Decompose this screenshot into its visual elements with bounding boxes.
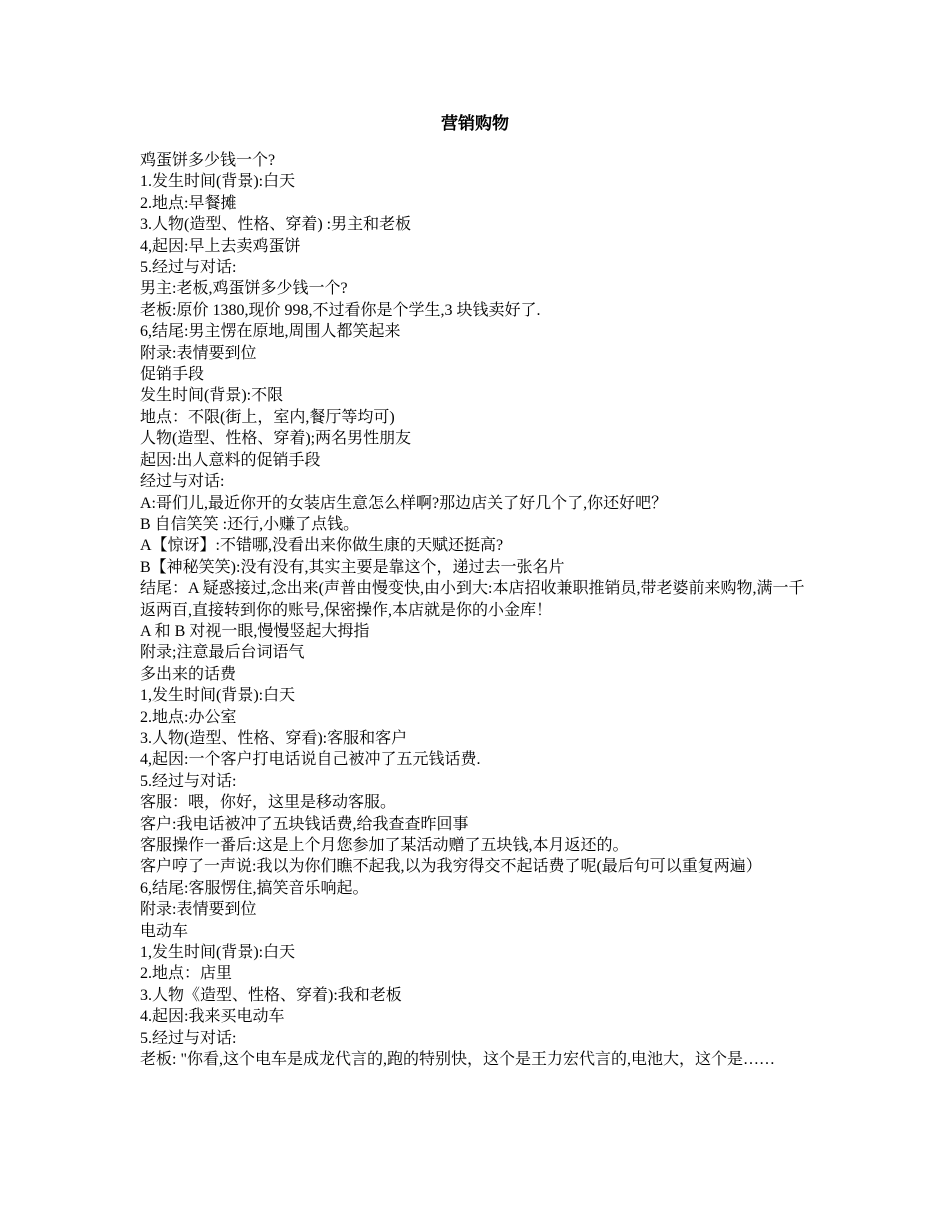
document-body [140,150,812,1070]
text-line: 多出来的话费 [140,665,237,683]
page-title: 营销购物 [441,114,509,134]
text-line: 客服：喂，你好，这里是移动客服。 [140,794,397,812]
text-line: A 和 B 对视一眼,慢慢竖起大拇指 [140,622,370,640]
text-line: 客户哼了一声说:我以为你们瞧不起我,以为我穷得交不起话费了呢(最后句可以重复两遍） [140,858,762,876]
text-line: 人物(造型、性格、穿着);两名男性朋友 [140,430,412,448]
text-line: 1,发生时间(背景):白天 [140,687,296,705]
text-line: 3.人物(造型、性格、穿着) :男主和老板 [140,216,412,234]
text-line: 鸡蛋饼多少钱一个? [140,152,276,169]
text-line: 起因:出人意料的促销手段 [140,451,321,469]
text-line: 结尾：A 疑惑接过,念出来(声普由慢变快,由小到大:本店招收兼职推销员,带老婆前来购物,满一千返两百,直接转到你的账号,保密操作,本店就是你的小金库！ [140,580,805,619]
text-line: A:哥们儿,最近你开的女装店生意怎么样啊?那边店关了好几个了,你还好吧？ [140,494,668,512]
text-line: 2.地点：店里 [140,965,233,983]
text-line: 促销手段 [140,366,205,384]
text-line: 地点：不限(街上，室内,餐厅等均可) [140,408,395,426]
text-line: 附录:表情要到位 [140,344,257,362]
text-line: B 自信笑笑 :还行,小赚了点钱。 [140,515,360,533]
text-line: 电动车 [140,922,189,940]
text-line: 1.发生时间(背景):白天 [140,173,296,191]
text-line: 3.人物《造型、性格、穿着):我和老板 [140,986,402,1004]
text-line: 发生时间(背景):不限 [140,387,284,405]
text-line: 客服操作一番后:这是上个月您参加了某活动赠了五块钱,本月返还的。 [140,837,629,854]
text-line: 老板:原价 1380,现价 998,不过看你是个学生,3 块钱卖好了. [140,301,541,319]
text-line: 2.地点:办公室 [140,708,237,726]
text-line: 5.经过与对话: [140,1029,237,1047]
text-line: 6,结尾:客服愣住,搞笑音乐响起。 [140,879,369,897]
text-line: 4,起因:早上去卖鸡蛋饼 [140,237,301,255]
text-line: 男主:老板,鸡蛋饼多少钱一个? [140,280,348,298]
text-line: A【惊讶】:不错哪,没看出来你做生康的天赋还挺高? [140,537,504,555]
text-line: 附录;注意最后台词语气 [140,644,305,662]
text-line: 2.地点:早餐摊 [140,194,237,212]
text-line: 附录:表情要到位 [140,901,257,919]
text-line: 4,起因:一个客户打电话说自己被冲了五元钱话费. [140,751,481,769]
text-line: 客户:我电话被冲了五块钱话费,给我查查昨回事 [140,815,469,833]
text-line: 5.经过与对话: [140,259,237,277]
text-line: 4.起因:我来买电动车 [140,1008,285,1026]
text-line: 经过与对话: [140,473,225,491]
text-line: 5.经过与对话: [140,772,237,790]
text-line: 老板: "你看,这个电车是成龙代言的,跑的特别快，这个是王力宏代言的,电池大，这个是…… [140,1051,775,1069]
text-line: 6,结尾:男主愣在原地,周围人都笑起来 [140,323,401,341]
text-line: B【神秘笑笑):没有没有,其实主要是靠这个，递过去一张名片 [140,558,565,576]
text-line: 1,发生时间(背景):白天 [140,944,296,962]
text-line: 3.人物(造型、性格、穿看):客服和客户 [140,729,408,747]
